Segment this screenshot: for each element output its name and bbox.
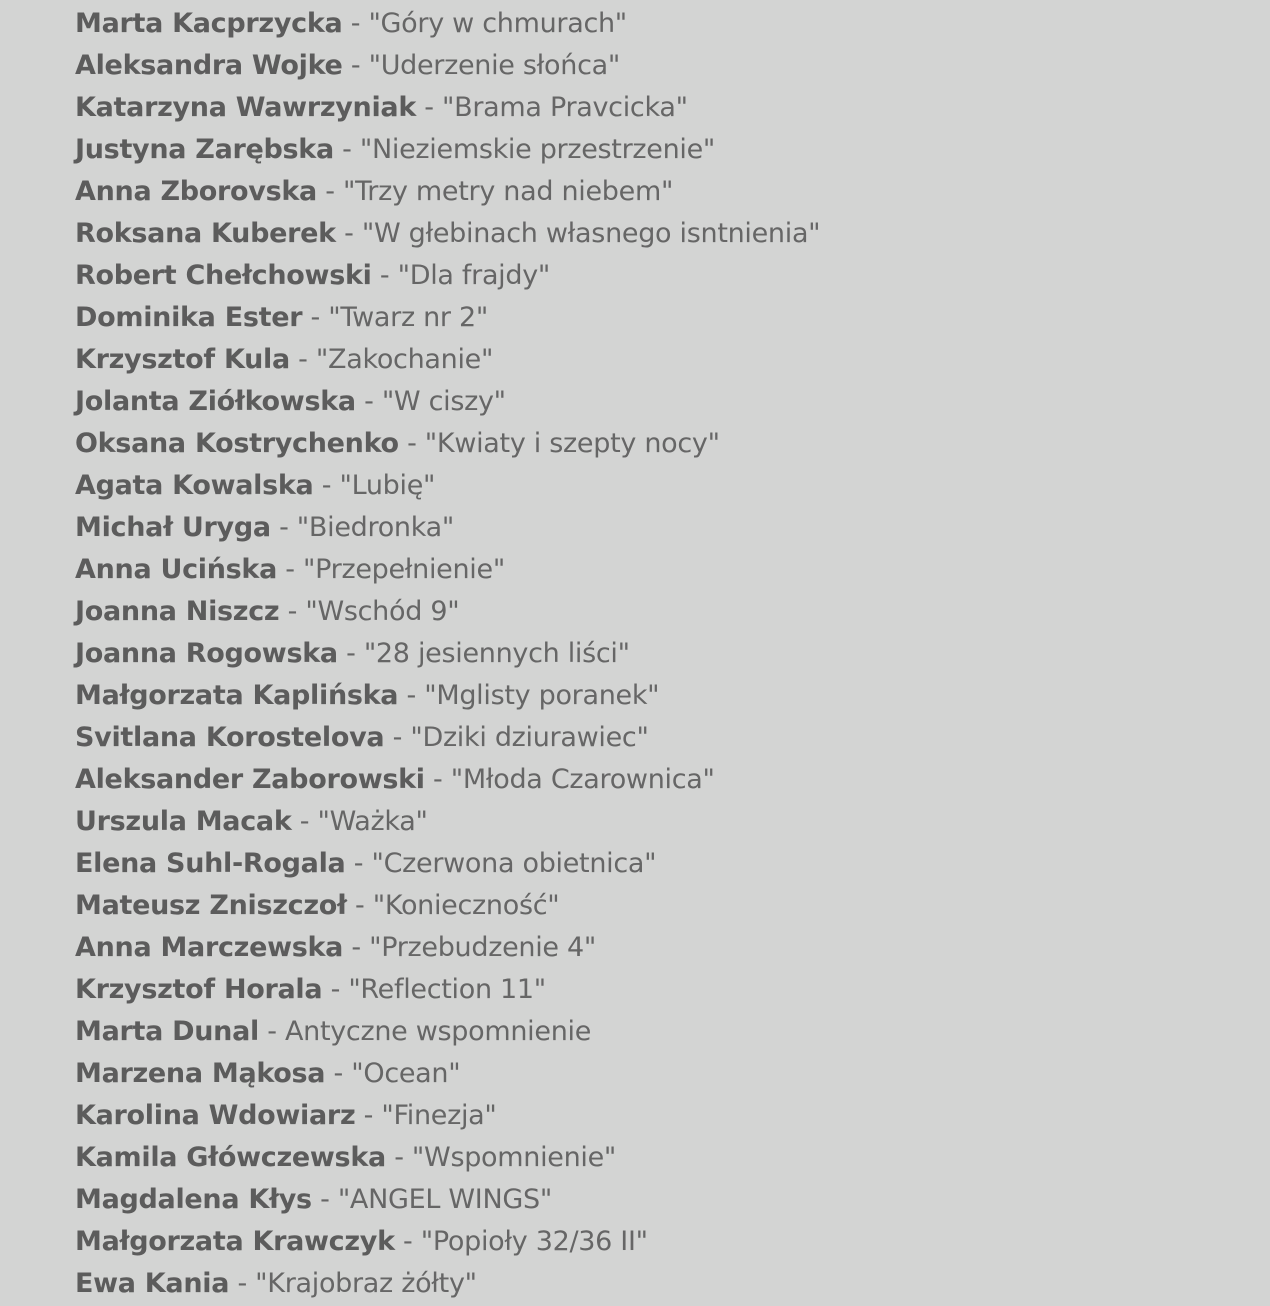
artist-name: Svitlana Korostelova xyxy=(75,722,385,753)
artwork-title: "Biedronka" xyxy=(296,512,454,543)
artwork-title: "Brama Pravcicka" xyxy=(442,92,688,123)
artist-name: Krzysztof Kula xyxy=(75,344,290,375)
artwork-title: "Zakochanie" xyxy=(315,344,494,375)
list-item xyxy=(75,87,820,129)
separator: - xyxy=(394,1226,421,1257)
separator: - xyxy=(313,470,340,501)
separator: - xyxy=(398,680,425,711)
list-item xyxy=(75,129,820,171)
separator: - xyxy=(385,1142,412,1173)
artwork-title: "Ważka" xyxy=(317,806,428,837)
artist-name: Małgorzata Krawczyk xyxy=(75,1226,395,1257)
artist-name: Krzysztof Horala xyxy=(75,974,323,1005)
list-item xyxy=(75,507,820,549)
artwork-title: "Przebudzenie 4" xyxy=(369,932,596,963)
artist-name: Anna Zborovska xyxy=(75,176,317,207)
artwork-list xyxy=(75,3,820,1305)
artist-name: Roksana Kuberek xyxy=(75,218,336,249)
artwork-title: "Popioły 32/36 II" xyxy=(420,1226,648,1257)
artist-name: Robert Chełchowski xyxy=(75,260,372,291)
artwork-title: "Nieziemskie przestrzenie" xyxy=(359,134,716,165)
separator: - xyxy=(342,8,369,39)
artist-name: Anna Marczewska xyxy=(75,932,344,963)
separator: - xyxy=(277,554,304,585)
artist-name: Joanna Rogowska xyxy=(75,638,338,669)
separator: - xyxy=(416,92,443,123)
separator: - xyxy=(289,344,316,375)
artwork-title: "ANGEL WINGS" xyxy=(337,1184,552,1215)
artist-name: Joanna Niszcz xyxy=(75,596,280,627)
separator: - xyxy=(345,848,372,879)
list-item xyxy=(75,381,820,423)
separator: - xyxy=(322,974,349,1005)
artwork-title: "28 jesiennych liści" xyxy=(363,638,630,669)
artist-name: Mateusz Zniszczoł xyxy=(75,890,347,921)
separator: - xyxy=(291,806,318,837)
separator: - xyxy=(270,512,297,543)
list-item xyxy=(75,3,820,45)
separator: - xyxy=(335,218,362,249)
separator: - xyxy=(355,1100,382,1131)
list-item xyxy=(75,339,820,381)
artist-name: Agata Kowalska xyxy=(75,470,314,501)
list-item xyxy=(75,297,820,339)
artwork-title: "Reflection 11" xyxy=(348,974,546,1005)
artwork-title: "Przepełnienie" xyxy=(303,554,505,585)
artist-name: Marta Dunal xyxy=(75,1016,259,1047)
separator: - xyxy=(325,1058,352,1089)
separator: - xyxy=(424,764,451,795)
artist-name: Michał Uryga xyxy=(75,512,271,543)
list-item xyxy=(75,885,820,927)
artwork-title: "Czerwona obietnica" xyxy=(371,848,657,879)
artwork-title: Antyczne wspomnienie xyxy=(284,1016,592,1047)
artwork-title: "Mglisty poranek" xyxy=(424,680,660,711)
list-item xyxy=(75,255,820,297)
artwork-title: "Wspomnienie" xyxy=(411,1142,617,1173)
artwork-title: "Ocean" xyxy=(351,1058,461,1089)
list-item xyxy=(75,1263,820,1305)
separator: - xyxy=(346,890,373,921)
list-item xyxy=(75,927,820,969)
list-item xyxy=(75,591,820,633)
artist-name: Kamila Główczewska xyxy=(75,1142,386,1173)
separator: - xyxy=(343,932,370,963)
artwork-title: "Finezja" xyxy=(381,1100,497,1131)
artwork-title: "Twarz nr 2" xyxy=(328,302,488,333)
list-item xyxy=(75,1137,820,1179)
artist-name: Elena Suhl-Rogala xyxy=(75,848,346,879)
list-item xyxy=(75,171,820,213)
artist-name: Ewa Kania xyxy=(75,1268,230,1299)
artwork-title: "Dziki dziurawiec" xyxy=(410,722,649,753)
artwork-title: "Uderzenie słońca" xyxy=(368,50,620,81)
artwork-title: "Trzy metry nad niebem" xyxy=(342,176,674,207)
artwork-title: "Konieczność" xyxy=(372,890,560,921)
artist-name: Małgorzata Kaplińska xyxy=(75,680,399,711)
separator: - xyxy=(316,176,343,207)
artwork-title: "Młoda Czarownica" xyxy=(450,764,715,795)
artwork-title: "Krajobraz żółty" xyxy=(255,1268,477,1299)
artwork-title: "Dla frajdy" xyxy=(397,260,551,291)
separator: - xyxy=(333,134,360,165)
list-item xyxy=(75,423,820,465)
separator: - xyxy=(258,1016,285,1047)
list-item xyxy=(75,843,820,885)
list-item xyxy=(75,1221,820,1263)
list-item xyxy=(75,717,820,759)
artwork-title: "Lubię" xyxy=(339,470,436,501)
list-item xyxy=(75,1011,820,1053)
artist-name: Katarzyna Wawrzyniak xyxy=(75,92,417,123)
list-item xyxy=(75,633,820,675)
list-item xyxy=(75,465,820,507)
artist-name: Dominika Ester xyxy=(75,302,303,333)
separator: - xyxy=(337,638,364,669)
artwork-title: "W głebinach własnego isntnienia" xyxy=(361,218,821,249)
separator: - xyxy=(342,50,369,81)
separator: - xyxy=(398,428,425,459)
list-item xyxy=(75,213,820,255)
list-item xyxy=(75,549,820,591)
artist-name: Jolanta Ziółkowska xyxy=(75,386,356,417)
list-item xyxy=(75,759,820,801)
separator: - xyxy=(384,722,411,753)
separator: - xyxy=(355,386,382,417)
artist-name: Aleksander Zaborowski xyxy=(75,764,425,795)
artist-name: Karolina Wdowiarz xyxy=(75,1100,356,1131)
list-item xyxy=(75,1095,820,1137)
separator: - xyxy=(279,596,306,627)
separator: - xyxy=(302,302,329,333)
list-item xyxy=(75,1053,820,1095)
artist-name: Magdalena Kłys xyxy=(75,1184,312,1215)
artwork-title: "Kwiaty i szepty nocy" xyxy=(424,428,720,459)
separator: - xyxy=(311,1184,338,1215)
list-item xyxy=(75,969,820,1011)
artist-name: Justyna Zarębska xyxy=(75,134,334,165)
artwork-title: "Wschód 9" xyxy=(305,596,460,627)
separator: - xyxy=(229,1268,256,1299)
artist-name: Marzena Mąkosa xyxy=(75,1058,326,1089)
artist-name: Aleksandra Wojke xyxy=(75,50,343,81)
separator: - xyxy=(371,260,398,291)
list-item xyxy=(75,45,820,87)
list-item xyxy=(75,1179,820,1221)
artist-name: Oksana Kostrychenko xyxy=(75,428,399,459)
artist-name: Anna Ucińska xyxy=(75,554,278,585)
artwork-title: "Góry w chmurach" xyxy=(368,8,627,39)
list-item xyxy=(75,675,820,717)
artwork-title: "W ciszy" xyxy=(381,386,506,417)
list-item xyxy=(75,801,820,843)
artist-name: Marta Kacprzycka xyxy=(75,8,343,39)
artist-name: Urszula Macak xyxy=(75,806,292,837)
